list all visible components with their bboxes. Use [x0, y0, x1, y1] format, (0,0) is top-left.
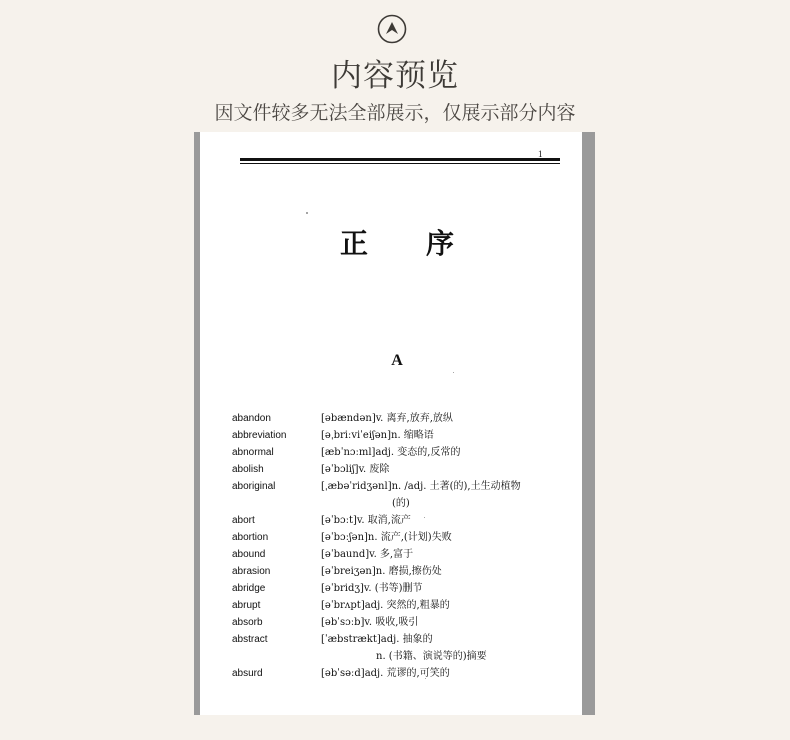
- letter-heading: A: [391, 352, 403, 369]
- entry-word: abort: [232, 515, 255, 526]
- entry-definition: [æbˈnɔːml]adj. 变态的,反常的: [321, 447, 461, 458]
- entry-definition-continued: n. (书籍、演说等的)摘要: [376, 651, 487, 662]
- list-item: [200, 444, 582, 461]
- entry-word: abandon: [232, 413, 271, 424]
- entry-word: abrasion: [232, 566, 271, 577]
- section-title: 正序: [340, 227, 513, 260]
- entry-word: abnormal: [232, 447, 274, 458]
- entry-definition: [əˈbɔːʃən]n. 流产,(计划)失败: [321, 532, 452, 543]
- entry-definition: [əˈbaund]v. 多,富于: [321, 549, 414, 560]
- page-number: 1: [538, 149, 543, 159]
- document-page: [200, 132, 582, 715]
- entry-word: absorb: [232, 617, 263, 628]
- entry-definition-continued: (的): [392, 498, 410, 509]
- header-rule-thick: [240, 158, 560, 161]
- list-item: [200, 529, 582, 546]
- entry-word: abstract: [232, 634, 268, 645]
- entry-definition: [əbˈsɔːb]v. 吸收,吸引: [321, 617, 419, 628]
- entry-word: abolish: [232, 464, 264, 475]
- list-item: [200, 614, 582, 631]
- entry-word: abound: [232, 549, 266, 560]
- entry-definition: [əˈbridʒ]v. (书等)删节: [321, 583, 423, 594]
- page-subtitle: 因文件较多无法全部展示，仅展示部分内容: [214, 102, 576, 124]
- entry-definition: [əˈbɔːt]v. 取消,流产: [321, 515, 411, 526]
- list-item: [200, 665, 582, 682]
- list-item: [200, 461, 582, 478]
- list-item: [200, 563, 582, 580]
- entry-definition: [ˌæbəˈridʒənl]n. /adj. 土著(的),土生动植物: [321, 481, 521, 492]
- entry-definition: [əbændən]v. 离弃,放弃,放纵: [321, 413, 453, 424]
- page-title: 内容预览: [331, 58, 459, 94]
- entry-definition: [ˈæbstrækt]adj. 抽象的: [321, 634, 433, 645]
- list-item: [200, 546, 582, 563]
- list-item: [200, 512, 582, 529]
- list-item: [200, 410, 582, 427]
- entry-definition: [əˌbriːviˈeiʃən]n. 缩略语: [321, 430, 434, 441]
- up-arrow-circle-icon: [377, 14, 407, 44]
- entry-definition: [əbˈsəːd]adj. 荒谬的,可笑的: [321, 668, 450, 679]
- list-item: [200, 631, 582, 665]
- list-item: [200, 580, 582, 597]
- entry-word: abridge: [232, 583, 266, 594]
- entry-definition: [əˈbɔliʃ]v. 废除: [321, 464, 390, 475]
- entry-word: absurd: [232, 668, 263, 679]
- entry-definition: [əˈbreiʒən]n. 磨损,擦伤处: [321, 566, 442, 577]
- document-preview: [194, 132, 595, 715]
- header-rule-thin: [240, 163, 560, 164]
- entry-word: abrupt: [232, 600, 261, 611]
- entry-word: abortion: [232, 532, 269, 543]
- list-item: [200, 427, 582, 444]
- entry-definition: [əˈbrʌpt]adj. 突然的,粗暴的: [321, 600, 450, 611]
- entry-word: aboriginal: [232, 481, 276, 492]
- list-item: [200, 597, 582, 614]
- list-item: [200, 478, 582, 512]
- entry-word: abbreviation: [232, 430, 287, 441]
- dictionary-entries: [200, 410, 582, 682]
